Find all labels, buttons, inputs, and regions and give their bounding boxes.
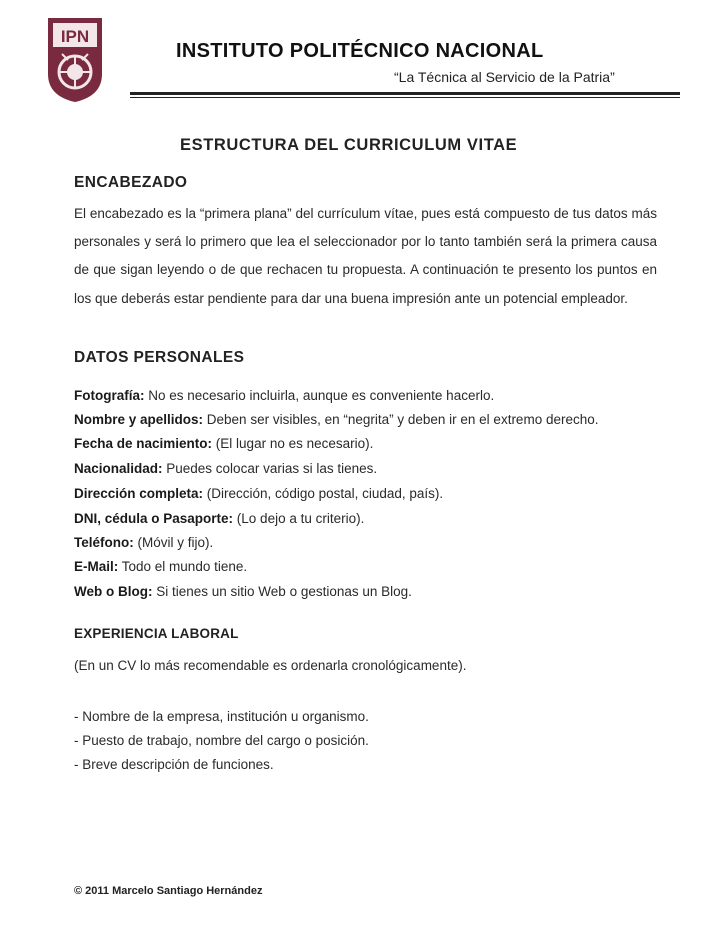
field-direccion [74, 486, 443, 501]
institution-motto: “La Técnica al Servicio de la Patria” [394, 69, 615, 85]
institution-name: INSTITUTO POLITÉCNICO NACIONAL [176, 40, 544, 62]
logo-text: IPN [60, 27, 90, 46]
header-rule-thin [130, 97, 680, 98]
heading-encabezado: ENCABEZADO [74, 174, 188, 191]
field-label: Nacionalidad: [74, 461, 163, 476]
field-label: Web o Blog: [74, 584, 153, 599]
field-nacionalidad [74, 461, 377, 476]
field-telefono [74, 535, 213, 550]
heading-datos-personales: DATOS PERSONALES [74, 349, 245, 366]
field-value: Puedes colocar varias si las tienes. [162, 461, 378, 476]
field-label: DNI, cédula o Pasaporte: [74, 511, 234, 526]
field-nombre [74, 412, 599, 427]
list-item: - Nombre de la empresa, institución u organismo. [74, 709, 369, 724]
list-item: - Puesto de trabajo, nombre del cargo o posición. [74, 733, 369, 748]
field-label: Nombre y apellidos: [74, 412, 204, 427]
heading-experiencia-laboral: EXPERIENCIA LABORAL [74, 626, 239, 641]
field-label: Dirección completa: [74, 486, 204, 501]
header-rule [130, 92, 680, 95]
field-dni [74, 511, 364, 526]
ipn-logo [44, 14, 106, 104]
footer-copyright: © 2011 Marcelo Santiago Hernández [74, 885, 263, 897]
experiencia-note: (En un CV lo más recomendable es ordenarla cronológicamente). [74, 658, 467, 673]
field-value: No es necesario incluirla, aunque es conveniente hacerlo. [144, 388, 495, 403]
encabezado-paragraph: El encabezado es la “primera plana” del currículum vítae, pues está compuesto de tus datos más personales y será lo primero que lea el seleccionador por lo tanto también será la primera causa de que sigan leyendo o de que rechacen tu propuesta. A continuación te presento los puntos en los que deberás estar pendiente para dar una buena impresión ante un potencial empleador. [74, 206, 657, 306]
field-value: (Lo dejo a tu criterio). [233, 511, 365, 526]
field-label: Fotografía: [74, 388, 145, 403]
field-label: Fecha de nacimiento: [74, 436, 213, 451]
field-value: Deben ser visibles, en “negrita” y deben ir en el extremo derecho. [203, 412, 599, 427]
field-value: (Móvil y fijo). [133, 535, 214, 550]
field-value: Todo el mundo tiene. [118, 559, 248, 574]
field-web-blog [74, 584, 412, 599]
field-value: (El lugar no es necesario). [212, 436, 374, 451]
field-label: Teléfono: [74, 535, 134, 550]
field-label: E-Mail: [74, 559, 119, 574]
list-item: - Breve descripción de funciones. [74, 757, 274, 772]
field-email [74, 559, 247, 574]
document-title: ESTRUCTURA DEL CURRICULUM VITAE [180, 136, 518, 154]
field-value: Si tienes un sitio Web o gestionas un Blog. [152, 584, 412, 599]
field-value: (Dirección, código postal, ciudad, país). [203, 486, 444, 501]
field-fecha-nacimiento [74, 436, 373, 451]
field-fotografia [74, 388, 494, 403]
